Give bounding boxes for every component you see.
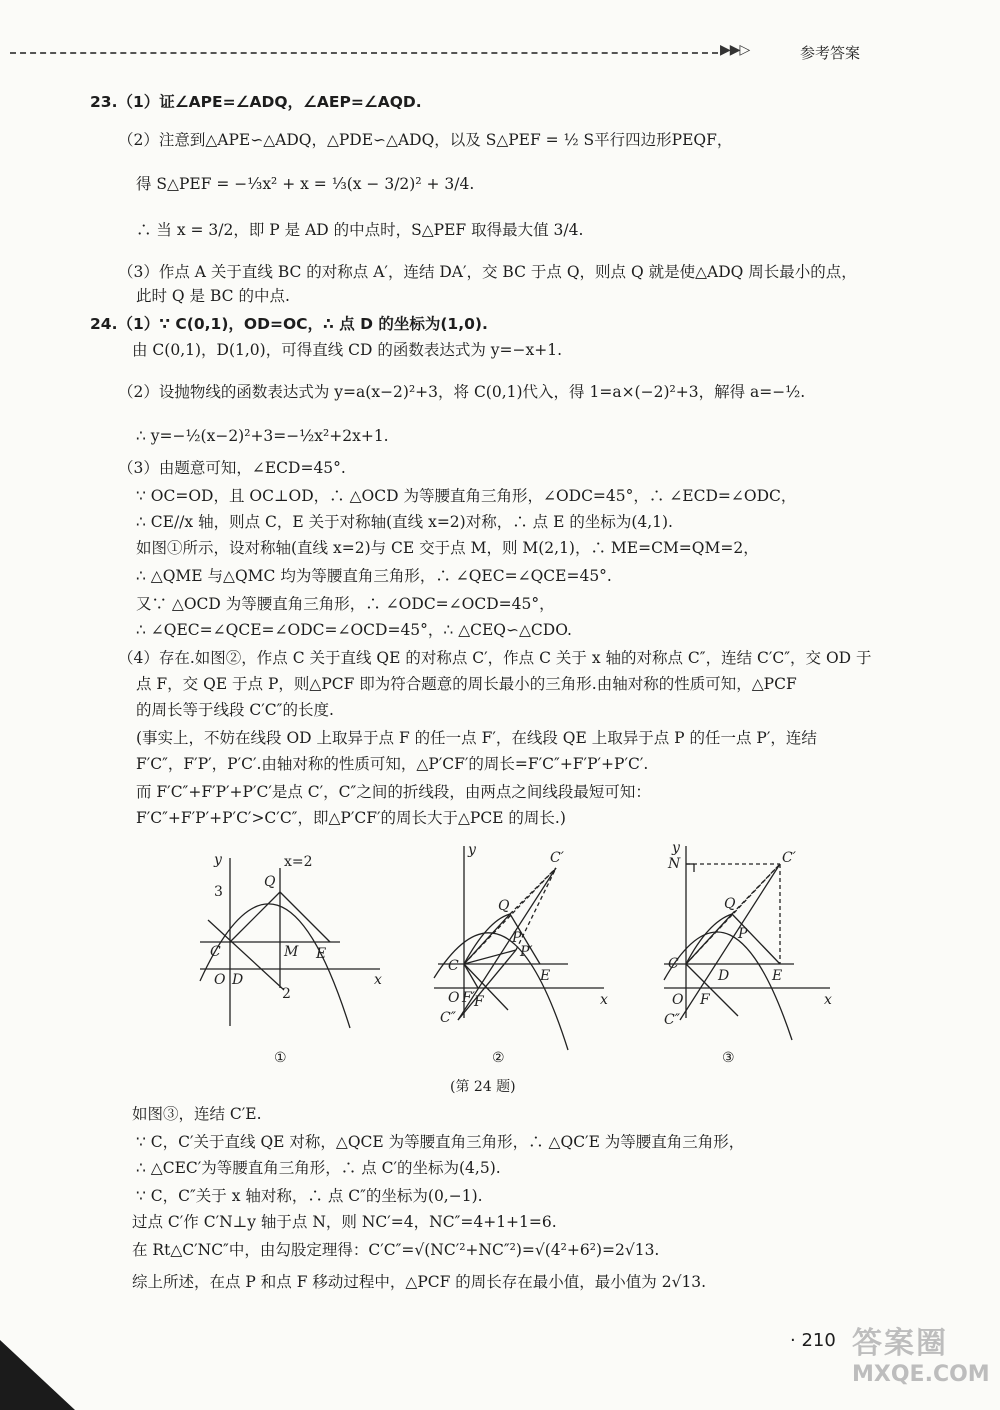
fig3-label-f: F — [700, 992, 710, 1008]
fig2-label-cp: C′ — [550, 850, 564, 866]
fig2-label-fp: F′ — [462, 990, 475, 1006]
figure-caption: (第 24 题) — [450, 1079, 516, 1095]
figure-2 — [428, 840, 618, 1068]
page-header — [0, 0, 1000, 70]
line-24-13: 点 F，交 QE 于点 P，则△PCF 即为符合题意的周长最小的三角形.由轴对称的性质可知，△PCF — [136, 675, 797, 693]
line-24-21: ∴ △CEC′为等腰直角三角形，∴ 点 C′的坐标为(4,5). — [136, 1159, 501, 1177]
header-arrows-icon: ▶▶▷ — [720, 42, 750, 58]
fig1-segment-cq — [230, 892, 280, 942]
fig2-label-o: O — [448, 990, 460, 1006]
fig2-label-x: x — [600, 992, 608, 1008]
fig1-label-c: C — [210, 944, 221, 960]
line-24-12: （4）存在.如图②，作点 C 关于直线 QE 的对称点 C′，作点 C 关于 x 轴的对称点 C″，连结 C′C″，交 OD 于 — [118, 649, 872, 667]
line-24-5: （3）由题意可知，∠ECD=45°. — [118, 459, 346, 477]
page-number: · 210 — [790, 1330, 836, 1351]
fig2-dashed-pp-cp — [516, 868, 556, 950]
fig2-label-e: E — [540, 968, 551, 984]
fig2-label-cpp: C″ — [440, 1010, 456, 1026]
line-24-23: 过点 C′作 C′N⊥y 轴于点 N，则 NC′=4，NC″=4+1+1=6. — [132, 1213, 557, 1231]
fig3-label-cpp: C″ — [664, 1012, 680, 1028]
line-24-14: 的周长等于线段 C′C″的长度. — [136, 701, 334, 719]
fig3-label-p: P — [738, 926, 748, 942]
line-24-24: 在 Rt△C′NC″中，由勾股定理得：C′C″=√(NC′²+NC″²)=√(4²+6²)=2√13. — [132, 1241, 660, 1259]
fig3-label-o: O — [672, 992, 684, 1008]
figure-row — [190, 840, 840, 1088]
watermark-text-top: 答案圈 — [852, 1326, 948, 1361]
line-24-7: ∴ CE//x 轴，则点 C，E 关于对称轴(直线 x=2)对称，∴ 点 E 的坐标为(4,1). — [136, 513, 673, 531]
fig3-label-e: E — [772, 968, 783, 984]
line-24-3: （2）设抛物线的函数表达式为 y=a(x−2)²+3，将 C(0,1)代入，得 1=a×(−2)²+3，解得 a=−½. — [118, 383, 806, 401]
fig1-label-e: E — [316, 946, 327, 962]
fig1-label-m: M — [284, 944, 299, 960]
fig2-label-f: F — [474, 994, 484, 1010]
fig1-parabola — [200, 904, 350, 1028]
line-24-22: ∵ C，C″关于 x 轴对称，∴ 点 C″的坐标为(0,−1). — [136, 1187, 483, 1205]
fig3-line-cd — [686, 964, 738, 1016]
fig1-label-xeq2: x=2 — [284, 854, 313, 870]
line-24-25: 综上所述，在点 P 和点 F 移动过程中，△PCF 的周长存在最小值，最小值为 2√13. — [132, 1273, 707, 1291]
fig3-parabola — [664, 932, 792, 1040]
line-24-4: ∴ y=−½(x−2)²+3=−½x²+2x+1. — [136, 427, 389, 445]
line-24-8: 如图①所示，设对称轴(直线 x=2)与 CE 交于点 M，则 M(2,1)，∴ ME=CM=QM=2， — [136, 539, 759, 557]
fig3-label-c: C — [668, 956, 679, 972]
line-24-9: ∴ △QME 与△QMC 均为等腰直角三角形，∴ ∠QEC=∠QCE=45°. — [136, 567, 612, 585]
fig2-number: ② — [492, 1050, 505, 1066]
fig3-dashed-q-cp — [732, 864, 780, 914]
fig1-label-o: O — [214, 972, 226, 988]
fig2-label-c: C — [448, 958, 459, 974]
fig2-label-y: y — [468, 842, 476, 858]
figure-1 — [190, 848, 390, 1068]
fig3-label-x: x — [824, 992, 832, 1008]
line-23-1: 23.（1）证∠APE=∠ADQ，∠AEP=∠AQD. — [90, 93, 422, 111]
fig2-label-pp: P′ — [520, 944, 533, 960]
page-corner-shadow — [0, 1340, 75, 1410]
line-23-2: （2）注意到△APE∽△ADQ，△PDE∽△ADQ，以及 S△PEF = ½ S平行四边形PEQF， — [118, 131, 733, 149]
fig3-number: ③ — [722, 1050, 735, 1066]
section-title: 参考答案 — [800, 44, 861, 62]
line-24-20: ∵ C，C′关于直线 QE 对称，△QCE 为等腰直角三角形，∴ △QC′E 为等腰直角三角形， — [136, 1133, 745, 1151]
header-dashed-rule — [10, 52, 718, 54]
fig3-label-y: y — [672, 840, 680, 856]
line-24-16: F′C″，F′P′，P′C′.由轴对称的性质可知，△P′CF′的周长=F′C″+F′P′+P′C′. — [136, 755, 649, 773]
line-23-3: 得 S△PEF = −⅓x² + x = ⅓(x − 3/2)² + 3/4. — [136, 175, 475, 193]
line-23-5: （3）作点 A 关于直线 BC 的对称点 A′，连结 DA′，交 BC 于点 Q，则点 Q 就是使△ADQ 周长最小的点， — [118, 263, 857, 281]
fig2-dashed-q-cp — [510, 868, 556, 914]
fig1-number: ① — [274, 1050, 287, 1066]
fig3-label-q: Q — [724, 896, 736, 912]
fig3-label-n: N — [668, 856, 681, 872]
line-24-6: ∵ OC=OD，且 OC⊥OD，∴ △OCD 为等腰直角三角形，∠ODC=45°，∴ ∠ECD=∠ODC， — [136, 487, 797, 505]
line-24-11: ∴ ∠QEC=∠QCE=∠ODC=∠OCD=45°，∴ △CEQ∽△CDO. — [136, 621, 572, 639]
fig1-label-y: y — [214, 852, 222, 868]
fig3-label-d: D — [718, 968, 730, 984]
line-24-17: 而 F′C″+F′P′+P′C′是点 C′，C″之间的折线段，由两点之间线段最短可知： — [136, 783, 651, 801]
watermark-logo — [852, 1318, 990, 1387]
fig1-label-x: x — [374, 972, 382, 988]
line-24-2: 由 C(0,1)，D(1,0)，可得直线 CD 的函数表达式为 y=−x+1. — [132, 341, 563, 359]
fig2-segment-c-pp — [464, 950, 516, 964]
fig2-label-p: P — [512, 930, 522, 946]
line-24-1: 24.（1）∵ C(0,1)，OD=OC，∴ 点 D 的坐标为(1,0). — [90, 315, 488, 333]
fig3-line-cpp-cp — [680, 864, 783, 1020]
fig1-label-d: D — [232, 972, 244, 988]
line-24-10: 又∵ △OCD 为等腰直角三角形，∴ ∠ODC=∠OCD=45°， — [136, 595, 555, 613]
fig2-label-q: Q — [498, 898, 510, 914]
line-24-19: 如图③，连结 C′E. — [132, 1105, 262, 1123]
line-24-15: (事实上，不妨在线段 OD 上取异于点 F 的任一点 F′，在线段 QE 上取异于点 P 的任一点 P′，连结 — [136, 729, 817, 747]
watermark-text-bottom: MXQE.COM — [852, 1362, 990, 1387]
line-23-4: ∴ 当 x = 3/2，即 P 是 AD 的中点时，S△PEF 取得最大值 3/4. — [136, 221, 584, 239]
fig1-segment-qe — [280, 892, 330, 942]
fig3-label-cp: C′ — [782, 850, 796, 866]
fig1-label-3: 3 — [214, 884, 223, 900]
figure-3 — [658, 840, 838, 1068]
fig1-label-q: Q — [264, 874, 276, 890]
fig1-label-2: 2 — [282, 986, 291, 1002]
line-24-18: F′C″+F′P′+P′C′>C′C″，即△P′CF′的周长大于△PCE 的周长.) — [136, 809, 566, 827]
line-23-6: 此时 Q 是 BC 的中点. — [136, 287, 290, 305]
